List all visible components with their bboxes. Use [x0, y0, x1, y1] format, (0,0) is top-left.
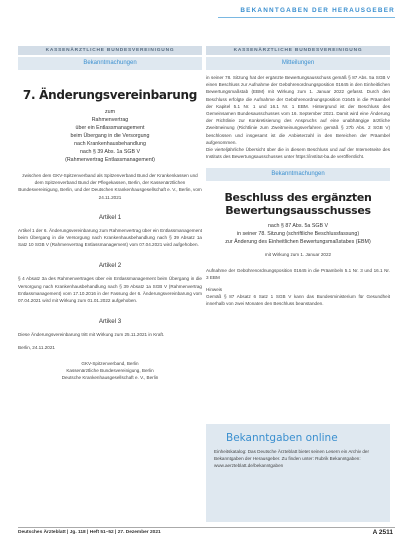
title-line: in seiner 78. Sitzung (schriftliche Beschlussfassung) — [236, 231, 360, 238]
header-rule — [218, 17, 395, 18]
effective-date: mit Wirkung zum 1. Januar 2022 — [264, 252, 332, 258]
title-line: Rahmenvertrag — [91, 117, 129, 123]
right-title-lines — [206, 222, 390, 246]
article-3-text: Diese Änderungsvereinbarung tritt mit Wirkung zum 25.11.2021 in Kraft. — [18, 332, 165, 338]
online-notice-title: Bekanntgaben online — [226, 432, 338, 444]
footer-rule — [18, 527, 395, 528]
left-org-band: KASSENÄRZTLICHE BUNDESVEREINIGUNG — [18, 46, 202, 55]
title-line: (Rahmenvertrag Entlassmanagement) — [65, 157, 155, 163]
left-column — [18, 46, 202, 381]
right-body-2: Hinweis — [206, 287, 223, 293]
article-1-text: Artikel 1 der 6. Änderungsvereinbarung zum Rahmenvertrag über ein Entlassmanagement beim Übergang in die Versorgung nach Krankenhausbehandlung nach § 39 Absatz 1a Satz 10 SGB V (Rahmenvertrag Entlassmanagement) vom 07.04.2021 wird aufgehoben. — [18, 227, 202, 248]
right-article-title: Beschluss des ergänzten Bewertungsausschusses — [224, 191, 372, 218]
article-2-text: § 4 Absatz 3a des Rahmenvertrages über ein Entlassmanagement beim Übergang in die Versorgung nach Krankenhausbehandlung nach § 39 Absatz 1a SGB V (Rahmenvertrag Entlassmanagement) vom 17.10.2016 in der Fassung der 6. Änderungsvereinbarung vom 07.04.2021 wird mit Wirkung zum 01.01.2022 aufgehoben. — [18, 276, 202, 304]
article-1-heading: Artikel 1 — [98, 213, 122, 221]
right-org-band: KASSENÄRZTLICHE BUNDESVEREINIGUNG — [206, 46, 390, 55]
online-notice-text: Einheitskatalog: Das Deutsche Ärzteblatt bietet seinen Lesern ein Archiv der Bekanntgaben der Herausgeber. Zu finden unter: Rubrik Bekanntgaben: www.aerzteblatt.de/bekanntgaben — [214, 449, 369, 469]
right-category-band: Mitteilungen — [206, 57, 390, 70]
left-article-title: 7. Änderungsvereinbarung — [22, 88, 198, 102]
parties-paragraph: zwischen dem GKV-Spitzenverband als Spitzenverband Bund der Krankenkassen und dem Spitzenverband Bund der Pflegekassen, Berlin, der Kassenärztlichen Bundesvereinigung, Berlin, und der Deutschen Krankenhausgesellschaft e. V., Berlin, vom 24.11.2021 — [18, 173, 202, 200]
right-column — [206, 46, 390, 308]
right-intro-text: in seiner 78. Sitzung hat der ergänzte Bewertungsausschuss gemäß § 87 Abs. 5a SGB V einen Beschluss zur Aufnahme der Gebührenordnungsposition 01645 in den Einheitlichen Bewertungsmaßstab (EBM) mit Wirkung zum 1. Januar 2022 gefasst. Durch den Beschluss erfolgte die Aufnahme der Gebührenordnungsposition 01645 in die Präambel der Kapitel 5.1 Nr. 1 und 16.1 Nr. 1 EBM. Hintergrund ist der Beschluss des Gemeinsamen Bundesausschusses vom 16. September 2021. Damit wird eine Änderung der Richtlinie zur Konkretisierung des Anspruchs auf eine unabhängige ärztliche Zweitmeinung (Richtlinie zum Zweitmeinungsverfahren gemäß § 27b Abs. 2 SGB V) beschlossen und insgesamt ist die Anbieterzahl in den Bereichen der Präambel aufgenommen. — [206, 75, 390, 145]
title-line: beim Übergang in die Versorgung — [70, 133, 150, 139]
title-line: zur Änderung des Einheitlichen Bewertungsmaßstabes (EBM) — [225, 239, 371, 246]
page-number: A 2511 — [372, 529, 393, 536]
left-category-band: Bekanntmachungen — [18, 57, 202, 70]
title-line: zum — [104, 109, 115, 115]
signatures — [18, 360, 202, 382]
online-notice-box — [206, 424, 390, 522]
left-title-lines — [18, 108, 202, 164]
title-line: nach § 87 Abs. 5a SGB V — [267, 223, 329, 230]
section-title: BEKANNTGABEN DER HERAUSGEBER — [240, 7, 395, 14]
place-date: Berlin, 24.11.2021 — [18, 345, 55, 351]
signature-line: Deutsche Krankenhausgesellschaft e. V., Berlin — [61, 375, 159, 381]
right-intro-text-2: Die vierteljährliche Übersicht über die in diesem Beschluss und auf der Internetseite des Instituts des Bewertungsausschusses unter https://institut-ba.de veröffentlicht. — [206, 147, 390, 160]
title-line: nach Krankenhausbehandlung — [74, 141, 146, 147]
title-line: über ein Entlassmanagement — [75, 125, 145, 131]
right-body-1: Aufnahme der Gebührenordnungsposition 01645 in die Präambeln 5.1 Nr. 3 und 16.1 Nr. 3 EBM — [206, 267, 390, 280]
page-header — [0, 0, 407, 28]
journal-citation: Deutsches Ärzteblatt | Jg. 118 | Heft 51–52 | 27. Dezember 2021 — [18, 530, 161, 535]
signature-line: Kassenärztliche Bundesvereinigung, Berlin — [66, 367, 154, 373]
right-category-band-2: Bekanntmachungen — [206, 168, 390, 181]
article-2-heading: Artikel 2 — [98, 262, 122, 270]
right-body-3: Gemäß § 87 Absatz 6 Satz 1 SGB V kann das Bundesministerium für Gesundheit innerhalb von zwei Monaten den Beschluss beanstanden. — [206, 294, 390, 307]
signature-line: GKV-Spitzenverband, Berlin — [81, 360, 139, 366]
article-3-heading: Artikel 3 — [98, 318, 122, 326]
title-line: nach § 39 Abs. 1a SGB V — [79, 149, 141, 155]
